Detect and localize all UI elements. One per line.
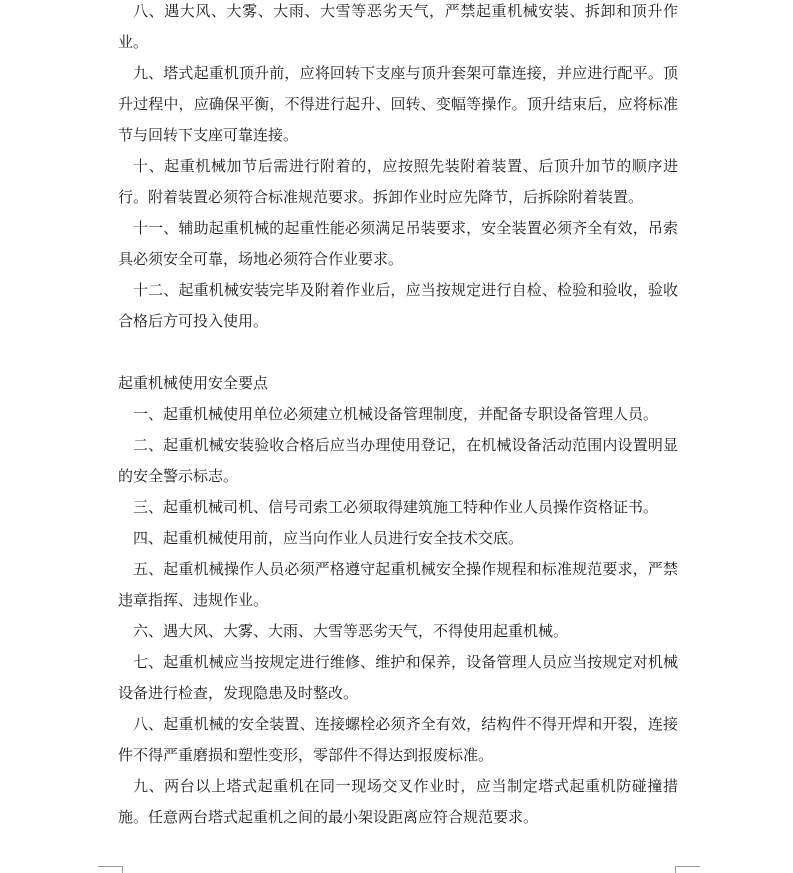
- use-item-3: 三、起重机械司机、信号司索工必须取得建筑施工特种作业人员操作资格证书。: [133, 498, 659, 516]
- use-item-7: 七、起重机械应当按规定进行维修、维护和保养，设备管理人员应当按规定对机械设备进行检查，发现隐患及时整改。: [118, 653, 678, 702]
- install-item-10: 十、起重机械加节后需进行附着的，应按照先装附着装置、后顶升加节的顺序进行。附着装置必须符合标准规范要求。拆卸作业时应先降节，后拆除附着装置。: [118, 157, 678, 206]
- install-item-9: 九、塔式起重机顶升前，应将回转下支座与顶升套架可靠连接，并应进行配平。顶升过程中，应确保平衡，不得进行起升、回转、变幅等操作。顶升结束后，应将标准节与回转下支座可靠连接。: [118, 64, 678, 144]
- use-item-4: 四、起重机械使用前，应当向作业人员进行安全技术交底。: [133, 529, 524, 547]
- install-item-11: 十一、辅助起重机械的起重性能必须满足吊装要求，安全装置必须齐全有效，吊索具必须安全可靠，场地必须符合作业要求。: [118, 219, 678, 268]
- use-item-8: 八、起重机械的安全装置、连接螺栓必须齐全有效，结构件不得开焊和开裂，连接件不得严重磨损和塑性变形，零部件不得达到报废标准。: [118, 715, 678, 764]
- use-item-2: 二、起重机械安装验收合格后应当办理使用登记，在机械设备活动范围内设置明显的安全警示标志。: [118, 436, 678, 485]
- use-item-9: 九、两台以上塔式起重机在同一现场交叉作业时，应当制定塔式起重机防碰撞措施。任意两台塔式起重机之间的最小架设距离应符合规范要求。: [118, 777, 678, 826]
- use-item-5: 五、起重机械操作人员必须严格遵守起重机械安全操作规程和标准规范要求，严禁违章指挥、违规作业。: [118, 560, 678, 609]
- section-heading-use: 起重机械使用安全要点: [118, 374, 269, 392]
- use-item-6: 六、遇大风、大雾、大雨、大雪等恶劣天气，不得使用起重机械。: [133, 622, 569, 640]
- install-item-12: 十二、起重机械安装完毕及附着作业后，应当按规定进行自检、检验和验收，验收合格后方可投入使用。: [118, 281, 678, 330]
- install-item-8: 八、遇大风、大雾、大雨、大雪等恶劣天气，严禁起重机械安装、拆卸和顶升作业。: [118, 2, 678, 51]
- use-item-1: 一、起重机械使用单位必须建立机械设备管理制度，并配备专职设备管理人员。: [133, 405, 659, 423]
